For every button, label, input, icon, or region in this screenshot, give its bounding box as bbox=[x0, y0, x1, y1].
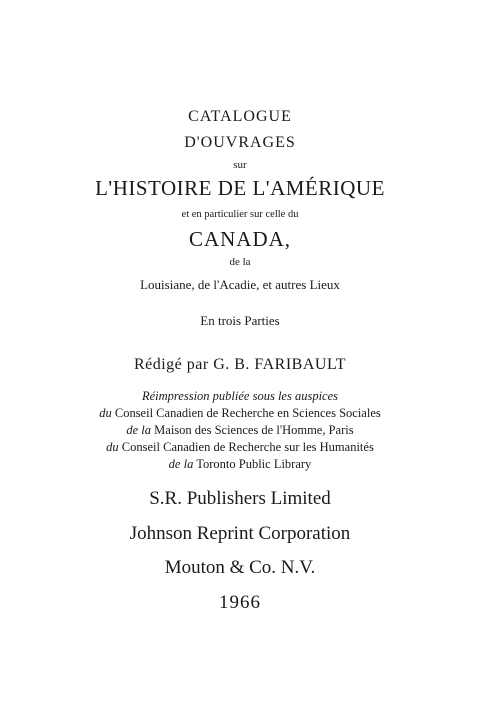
parts-note: En trois Parties bbox=[200, 313, 280, 328]
reprint-sponsor-1-name: Conseil Canadien de Recherche en Sciences Sociales bbox=[111, 406, 381, 420]
title-particulier: et en particulier sur celle du bbox=[181, 209, 299, 220]
title-louisiane: Louisiane, de l'Acadie, et autres Lieux bbox=[140, 277, 340, 292]
author-line: Rédigé par G. B. FARIBAULT bbox=[133, 356, 347, 373]
reprint-heading: Réimpression publiée sous les auspices bbox=[141, 389, 339, 403]
publication-year: 1966 bbox=[219, 592, 261, 613]
reprint-sponsor-4-prefix: de la bbox=[168, 457, 194, 471]
reprint-sponsor-2-name: Maison des Sciences de l'Homme, Paris bbox=[151, 423, 354, 437]
title-catalogue: CATALOGUE bbox=[188, 108, 292, 125]
title-ouvrages: D'OUVRAGES bbox=[184, 134, 296, 151]
reprint-sponsor-2-prefix: de la bbox=[126, 423, 152, 437]
publisher-3: Mouton & Co. N.V. bbox=[164, 557, 316, 578]
reprint-sponsor-3-prefix: du bbox=[106, 440, 119, 454]
reprint-sponsor-1 bbox=[0, 407, 480, 420]
reprint-sponsor-3 bbox=[0, 441, 480, 454]
title-histoire: L'HISTOIRE DE L'AMÉRIQUE bbox=[95, 176, 385, 200]
title-sur: sur bbox=[233, 159, 247, 171]
title-canada: CANADA, bbox=[188, 227, 292, 251]
reprint-sponsor-4-name: Toronto Public Library bbox=[193, 457, 312, 471]
reprint-sponsor-2 bbox=[0, 424, 480, 437]
publisher-2: Johnson Reprint Corporation bbox=[129, 523, 351, 544]
reprint-sponsor-3-name: Conseil Canadien de Recherche sur les Humanités bbox=[118, 440, 374, 454]
title-de-la: de la bbox=[229, 256, 251, 268]
reprint-sponsor-4 bbox=[0, 458, 480, 471]
publisher-1: S.R. Publishers Limited bbox=[149, 488, 331, 509]
reprint-sponsor-1-prefix: du bbox=[99, 406, 112, 420]
